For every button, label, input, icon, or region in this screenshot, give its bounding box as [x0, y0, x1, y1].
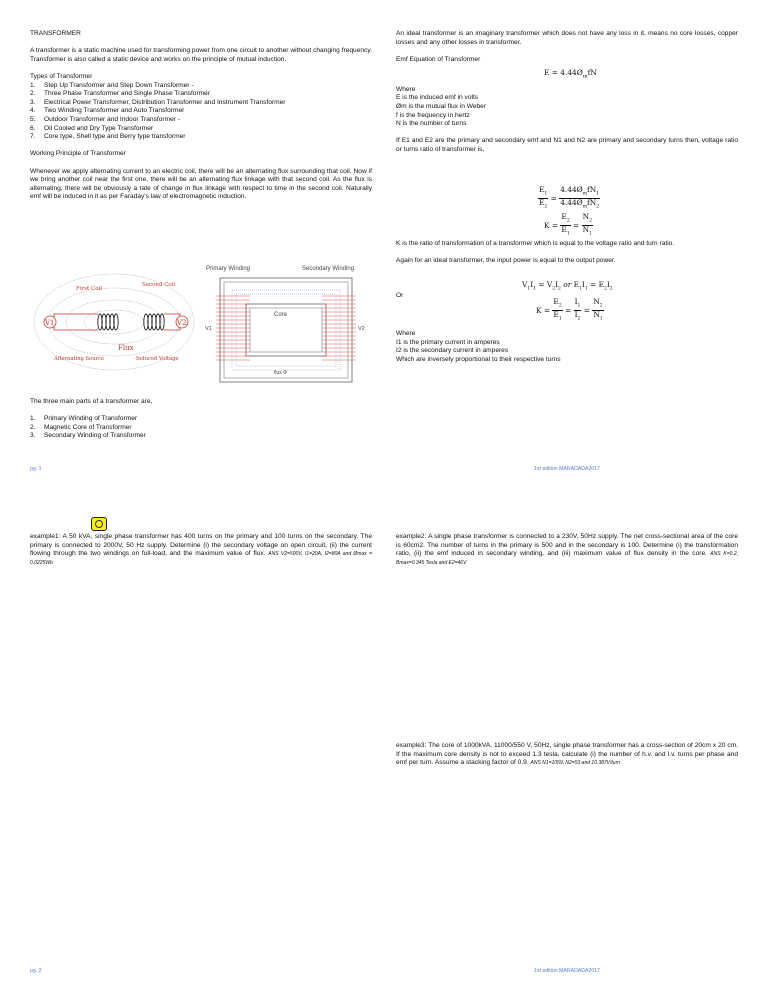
list-item: 2. Magnetic Core of Transformer	[30, 423, 132, 431]
page-title: TRANSFORMER	[30, 30, 81, 37]
first-coil-label: First Coil	[76, 286, 103, 292]
emf-equation: $E = 4.44Ø_mfN$	[544, 68, 597, 80]
secondary-winding-label: Secondary Winding	[302, 266, 355, 272]
list-item: 1. Primary Winding of Transformer	[30, 415, 138, 423]
comment-note-icon[interactable]	[91, 517, 107, 531]
alternating-source-label: Alternating Source	[54, 356, 105, 362]
page1-footer-left: pg. 1	[30, 466, 42, 472]
example2-block	[396, 533, 738, 567]
working-heading: Working Principle of Transformer	[30, 150, 126, 158]
page1-footer-right: 1st edition MARADADA2017	[534, 466, 601, 472]
list-item: 7. Core type, Shell type and Berry type transformer	[30, 133, 186, 141]
or-label: Or	[396, 292, 404, 299]
parts-section	[30, 398, 372, 441]
v1-label: V1	[45, 319, 55, 327]
example1-block	[30, 533, 372, 567]
page1-right-column	[396, 30, 738, 155]
list-item: 2. Three Phase Transformer and Single Phase Transformer	[30, 90, 211, 98]
example3-text: example3: The core of 1000kVA, 11000/550 V, 50Hz, single phase transformer has a cross-section of 20cm x 20 cm. If the maximum core density is not to exceed 1.3 tesla, calculate (i) the number of h.v. and l.v. turns per phase and emf per turn. Assume a stacking factor of 0.9. ANS N1=1059, N2=53 and 10.387V/turn	[396, 742, 738, 767]
types-heading: Types of Transformer	[30, 72, 93, 80]
fig2-v1-label: V1	[205, 326, 212, 332]
example3-block	[396, 742, 738, 768]
example2-text: example2: A single phase transformer is connected to a 230V, 50Hz supply. The net cross-sectional area of the core is 60cm2. The number of turns in the primary is 500 and in the secondary is 100. Determine (i) the transformation ratio, (ii) the emf induced in secondary winding, and (iii) maximum value of flux density in the core. ANS K=0.2, Bmax=0.345 Tesla and E2=46V	[396, 533, 739, 566]
primary-winding-label: Primary Winding	[206, 266, 251, 272]
parts-list	[30, 415, 372, 441]
example2-answer: ANS K=0.2, Bmax=0.345 Tesla and E2=46V	[396, 551, 739, 566]
page1-right-column-lower	[396, 240, 738, 266]
example1-answer: ANS V2=500V, I1=20A, I2=80A and Ømax = 0.0225Wb	[30, 551, 372, 566]
definition: f is the frequency in hertz	[396, 111, 470, 119]
emf-heading: Emf Equation of Transformer	[396, 55, 481, 63]
core-transformer-figure	[202, 262, 368, 388]
power-equation: $V_1I_1 = V_2I_2$ or $E_1I_1 = E_2I_2$	[522, 280, 613, 292]
power-paragraph: Again for an ideal transformer, the input power is equal to the output power.	[396, 257, 616, 265]
types-list	[30, 82, 372, 142]
where-label: Where	[396, 85, 416, 93]
list-item: 4. Two Winding Transformer and Auto Transformer	[30, 107, 185, 115]
example1-text: example1: A 50 kVA, single phase transformer has 400 turns on the primary and 100 turns on the secondary. The primary is connected to 2000V, 50 Hz supply. Determine (i) the secondary voltage on open circuit, (ii) the current flowing through the two windings on full-load, and the maximum value of flux. ANS V2=500V, I1=20A, I2=80A and Ømax = 0.0225Wb	[30, 533, 372, 566]
page2-footer-left: pg. 2	[30, 968, 42, 974]
parts-heading: The three main parts of a transformer are,	[30, 398, 153, 405]
turns-ratio-paragraph: If E1 and E2 are the primary and secondary emf and N1 and N2 are primary and secondary turns then, voltage ratio or turns ratio of transformer is,	[396, 137, 738, 153]
intro-paragraph: A transformer is a static machine used for transforming power from one circuit to another without changing frequency. Transformer is also called a static device and works on the principle of mutual induction.	[30, 47, 372, 63]
page1-left-column	[30, 30, 372, 202]
working-paragraph: Whenever we apply alternating current to an electric coil, there will be an alternating flux surrounding that coil. Now if we bring another coil near the first one, there will be an alternating flux linkage with that second coil. As the flux is alternating, there will be obviously a rate of change in flux linkage with respect to time in the second coil. Naturally emf will be induced in it as per Faraday's law of electromagnetic induction.	[30, 167, 372, 201]
second-coil-label: Second Coil	[142, 282, 176, 288]
current-definitions	[396, 330, 738, 364]
flux-phi-label: flux Φ	[274, 370, 288, 376]
induced-voltage-label: Induced Voltage	[136, 356, 179, 362]
k-definition-paragraph: K is the ratio of transformation of a transformer which is equal to the voltage ratio and turn ratio.	[396, 240, 675, 247]
definition: I2 is the secondary current in amperes	[396, 347, 509, 355]
where-label: Where	[396, 330, 416, 337]
ideal-transformer-paragraph: An ideal transformer is an imaginary transformer which does not have any loss in it, means no core losses, copper losses and any other losses in transformer.	[396, 30, 738, 46]
list-item: 3. Electrical Power Transformer, Distribution Transformer and Instrument Transformer	[30, 98, 286, 106]
flux-label: Flux	[118, 344, 134, 352]
two-coil-figure	[32, 262, 196, 380]
page2-footer-right: 1st edition MARADADA2017	[534, 968, 601, 974]
example3-answer: ANS N1=1059, N2=53 and 10.387V/turn	[530, 760, 621, 767]
definition: Which are inversely proportional to their respective turns	[396, 355, 561, 363]
fig2-v2-label: V2	[358, 326, 365, 332]
list-item: 6. Oil Cooled and Dry Type Transformer	[30, 124, 154, 132]
definition: I1 is the primary current in amperes	[396, 338, 500, 346]
definition: N is the number of turns	[396, 120, 467, 128]
list-item: 3. Secondary Winding of Transformer	[30, 432, 146, 440]
ratio-equation: $\frac{E_1}{E_2}$ = $\frac{4.44Ø_mfN_1}{4.44Ø_mfN_2}$ K = $\frac{E_2}{E_1}$ = $\frac{N_2}{N_1}$	[539, 185, 600, 237]
list-item: 1. Step Up Transformer and Step Down Transformer -	[30, 81, 194, 89]
definition: Øm is the mutual flux in Weber	[396, 103, 487, 111]
current-ratio-equation: K = $\frac{E_2}{E_1}$ = $\frac{I_1}{I_2}$ = $\frac{N_2}{N_1}$	[536, 297, 603, 322]
v2-label: V2	[177, 319, 187, 327]
definition: E is the induced emf in volts	[396, 94, 479, 102]
core-label: Core	[274, 312, 288, 318]
list-item: 5. Outdoor Transformer and Indoor Transformer -	[30, 115, 180, 123]
